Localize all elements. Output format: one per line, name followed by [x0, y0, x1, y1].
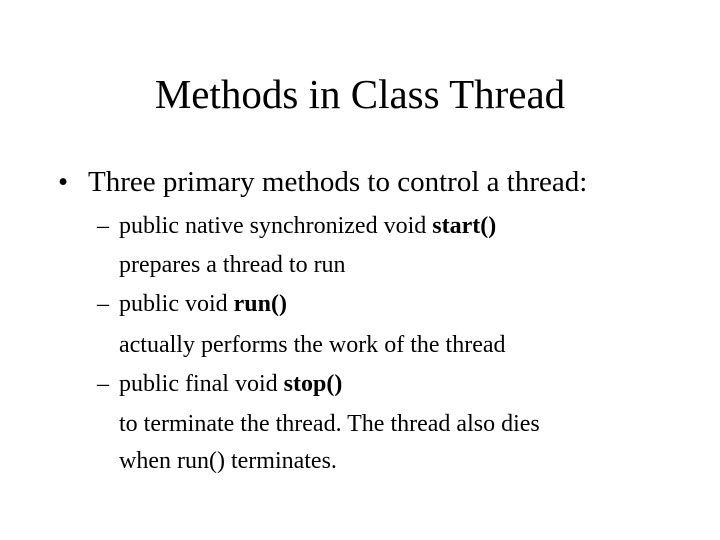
method-prefix: public native synchronized void [119, 213, 433, 239]
main-bullet-text: Three primary methods to control a thread: [88, 166, 588, 198]
method-stop-signature [97, 369, 342, 399]
method-run-description: actually performs the work of the thread [119, 332, 506, 358]
method-stop-description-line-1: to terminate the thread. The thread also dies [119, 411, 540, 437]
method-start-signature [97, 211, 496, 241]
method-start-description: prepares a thread to run [119, 252, 346, 278]
method-prefix: public final void [119, 371, 284, 397]
dash-icon: – [97, 291, 109, 317]
method-name: run() [233, 291, 287, 317]
dash-icon: – [97, 213, 109, 239]
method-stop-description-line-2: when run() terminates. [119, 448, 337, 474]
bullet-icon: • [58, 166, 69, 198]
slide-title: Methods in Class Thread [154, 71, 566, 117]
main-bullet [58, 164, 587, 200]
method-name: stop() [283, 371, 343, 397]
dash-icon: – [97, 371, 109, 397]
method-name: start() [432, 213, 497, 239]
method-prefix: public void [119, 291, 234, 317]
method-run-signature [97, 289, 287, 319]
